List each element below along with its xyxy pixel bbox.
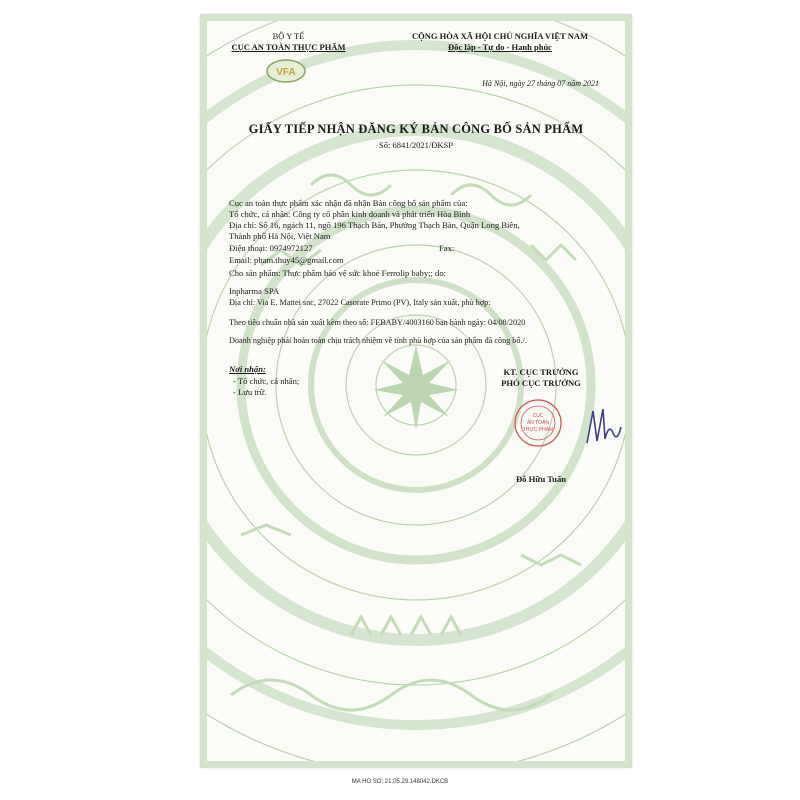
fax-line: Fax: bbox=[439, 243, 455, 253]
signer-role-line-2: PHÓ CỤC TRƯỞNG bbox=[501, 378, 581, 388]
organization-line: Tổ chức, cá nhân: Công ty cổ phần kinh doanh và phát triển Hòa Bình bbox=[229, 209, 471, 219]
svg-text:THỰC PHẨM: THỰC PHẨM bbox=[522, 427, 554, 433]
header-right bbox=[371, 31, 629, 53]
recipient-item: - Lưu trữ. bbox=[233, 387, 267, 397]
manufacturer-line: Inpharma SPA bbox=[229, 286, 280, 296]
vfa-logo bbox=[266, 59, 306, 83]
ministry-name: BỘ Y TẾ bbox=[272, 31, 305, 41]
signature-scribble bbox=[583, 403, 623, 451]
product-line: Cho sản phẩm: Thực phẩm bảo vệ sức khoẻ Ferrolip baby;; do: bbox=[229, 268, 447, 278]
signer-role-line-1: KT. CỤC TRƯỞNG bbox=[503, 367, 579, 377]
header-left bbox=[201, 31, 376, 53]
email-line: Email: pham.thuy45@gmail.com bbox=[229, 255, 344, 265]
agency-name: CỤC AN TOÀN THỰC PHẨM bbox=[231, 42, 346, 52]
country-name: CỘNG HÒA XÃ HỘI CHỦ NGHĨA VIỆT NAM bbox=[411, 31, 589, 41]
certificate-page bbox=[200, 14, 632, 768]
issue-date: Hà Nội, ngày 27 tháng 07 năm 2021 bbox=[482, 79, 599, 88]
document-number: Số: 6841/2021/ĐKSP bbox=[379, 140, 453, 150]
svg-text:VFA: VFA bbox=[276, 67, 296, 78]
address-line-2: Thành phố Hà Nội, Việt Nam bbox=[229, 231, 331, 241]
signer-name: Đỗ Hữu Tuấn bbox=[515, 474, 567, 484]
intro-line: Cục an toàn thực phẩm xác nhận đã nhận Bản công bố sản phẩm của: bbox=[229, 198, 468, 208]
responsibility-line: Doanh nghiệp phải hoàn toàn chịu trách nhiệm về tính phù hợp của sản phẩm đã công bố./. bbox=[229, 336, 527, 345]
address-line-1: Địa chỉ: Số 16, ngách 11, ngõ 196 Thạch Bàn, Phường Thạch Bàn, Quận Long Biên, bbox=[229, 220, 520, 230]
svg-text:CỤC: CỤC bbox=[532, 413, 544, 419]
phone-line: Điện thoại: 0974972127 bbox=[229, 243, 313, 253]
dossier-code: MA HO SO: 21.05.29.148042.DKCB bbox=[351, 779, 449, 785]
signer-role bbox=[481, 367, 601, 389]
svg-text:AN TOÀN: AN TOÀN bbox=[526, 420, 550, 426]
recipient-item: - Tổ chức, cá nhân; bbox=[233, 376, 300, 386]
document-title: GIẤY TIẾP NHẬN ĐĂNG KÝ BẢN CÔNG BỐ SẢN PHẨM bbox=[248, 122, 584, 136]
standard-line: Theo tiêu chuẩn nhà sản xuất kèm theo số: FEBABY/4003160 ban hành ngày: 04/08/2020 bbox=[229, 318, 526, 327]
official-stamp bbox=[513, 398, 563, 448]
manufacturer-address: Địa chỉ: Via E. Mattei snc, 27022 Casorate Primo (PV), Italy sản xuất, phù hợp: bbox=[229, 298, 491, 307]
national-motto: Độc lập - Tự do - Hạnh phúc bbox=[448, 42, 552, 52]
recipients-label: Nơi nhận: bbox=[229, 364, 266, 374]
